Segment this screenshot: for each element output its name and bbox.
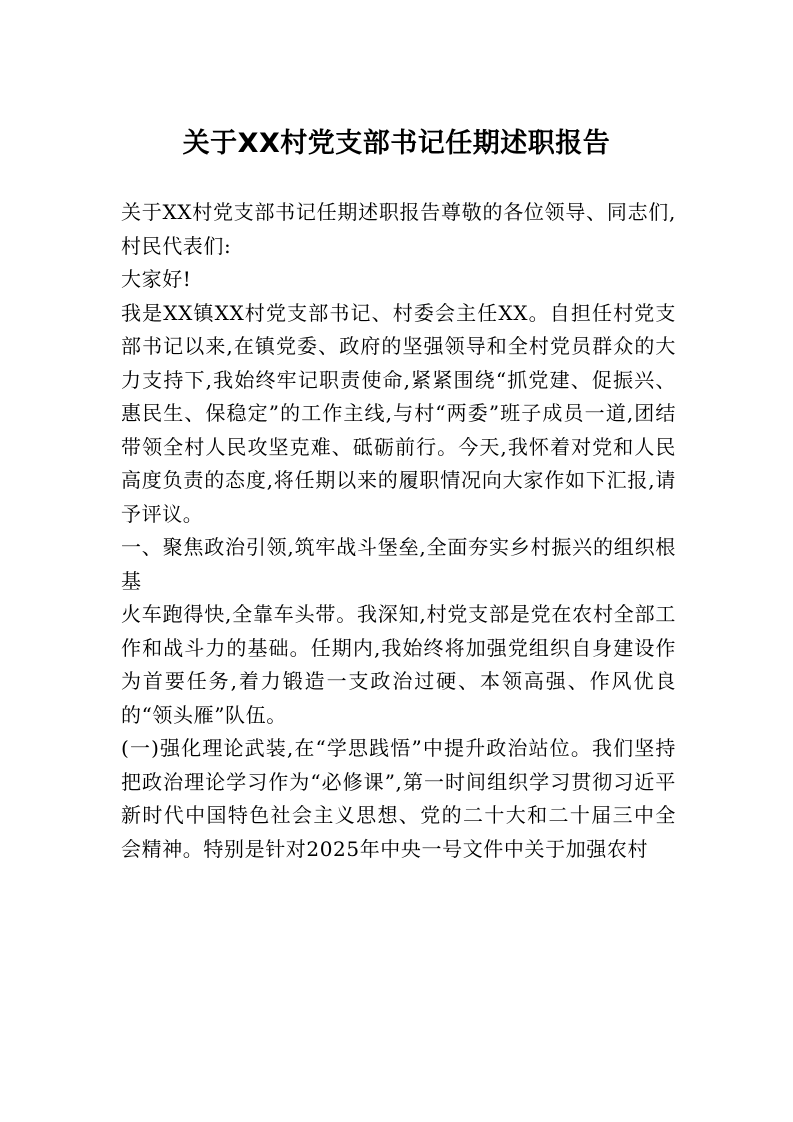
paragraph-greeting: 大家好! [121,267,192,291]
paragraph-subsection-1: (一)强化理论武装,在“学思践悟”中提升政治站位。我们坚持把政治理论学习作为“必修课”,第一时间组织学习贯彻习近平新时代中国特色社会主义思想、党的二十大和二十届三中全会精神。特别是针对2025年中央一号文件中关于加强农村 [121,736,676,861]
paragraph-introduction: 我是XX镇XX村党支部书记、村委会主任XX。自担任村党支部书记以来,在镇党委、政府的坚强领导和全村党员群众的大力支持下,我始终牢记职责使命,紧紧围绕“抓党建、促振兴、惠民生、保稳定”的工作主线,与村“两委”班子成员一道,团结带领全村人民攻坚克难、砥砺前行。今天,我怀着对党和人民高度负责的态度,将任期以来的履职情况向大家作如下汇报,请予评议。 [121,300,676,526]
paragraph-salutation: 关于XX村党支部书记任期述职报告尊敬的各位领导、同志们,村民代表们: [121,200,676,258]
paragraph-section-1-intro: 火车跑得快,全靠车头带。我深知,村党支部是党在农村全部工作和战斗力的基础。任期内,我始终将加强党组织自身建设作为首要任务,着力锻造一支政治过硬、本领高强、作风优良的“领头雁”队伍。 [121,602,676,727]
document-title: 关于XX村党支部书记任期述职报告 [182,128,611,159]
section-heading-1: 一、聚焦政治引领,筑牢战斗堡垒,全面夯实乡村振兴的组织根基 [121,535,676,593]
document-body [121,196,676,866]
